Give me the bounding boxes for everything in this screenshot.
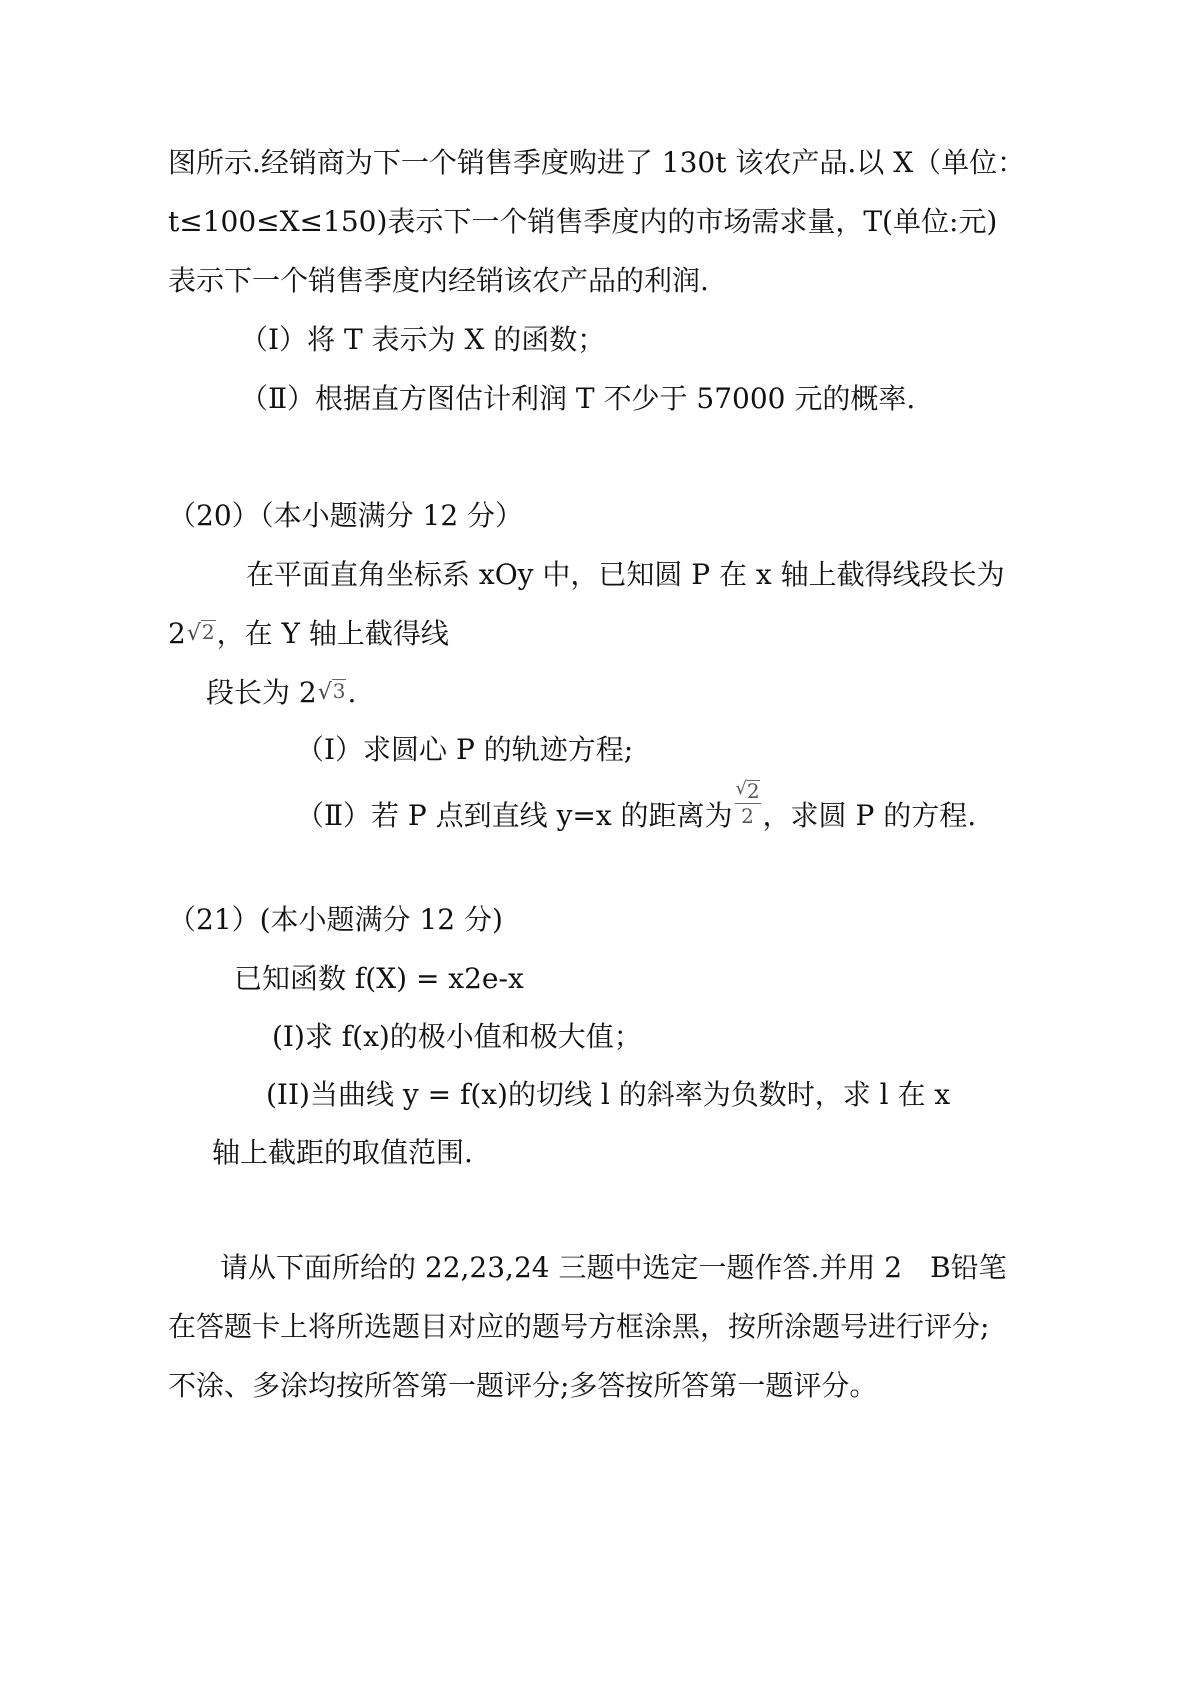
sub-question-2: (II)当曲线 y = f(x)的切线 l 的斜率为负数时，求 l 在 x bbox=[266, 1078, 951, 1111]
problem-text-line bbox=[206, 675, 356, 711]
sqrt-expression bbox=[187, 620, 216, 648]
radicand: 3 bbox=[332, 679, 346, 703]
sub-question-2: （Ⅱ）根据直方图估计利润 T 不少于 57000 元的概率. bbox=[240, 382, 916, 415]
radicand: 2 bbox=[201, 620, 215, 644]
problem-text: 段长为 2 bbox=[206, 676, 317, 709]
fraction-numerator bbox=[735, 780, 759, 803]
sub-question-1: （Ⅰ）求圆心 P 的轨迹方程; bbox=[296, 733, 634, 766]
math-text: 2 bbox=[168, 617, 186, 650]
problem-text-line: 表示下一个销售季度内经销该农产品的利润. bbox=[168, 264, 709, 297]
sub-question-1: （Ⅰ）将 T 表示为 X 的函数； bbox=[240, 323, 606, 356]
sub-question-2 bbox=[296, 778, 977, 834]
radical-sign-icon: √ bbox=[317, 680, 332, 705]
fraction bbox=[735, 780, 761, 826]
problem-text-line bbox=[168, 616, 449, 652]
problem-text: （Ⅱ）若 P 点到直线 y=x 的距离为 bbox=[296, 799, 733, 832]
radical-sign-icon: √ bbox=[186, 621, 201, 646]
function-definition: 已知函数 f(X) = x2e-x bbox=[234, 962, 524, 995]
sub-question-2-continued: 轴上截距的取值范围. bbox=[212, 1136, 473, 1169]
instruction-line: 在答题卡上将所选题目对应的题号方框涂黑，按所涂题号进行评分; bbox=[168, 1310, 990, 1343]
radicand: 2 bbox=[746, 779, 760, 803]
instruction-line: 不涂、多涂均按所答第一题评分;多答按所答第一题评分。 bbox=[168, 1369, 878, 1402]
instruction-line: 请从下面所给的 22,23,24 三题中选定一题作答.并用 2 B铅笔 bbox=[220, 1251, 1007, 1284]
radical-sign-icon: √ bbox=[735, 778, 747, 799]
problem-text-line: 图所示.经销商为下一个销售季度购进了 130t 该农产品.以 X（单位： bbox=[168, 146, 1026, 179]
question-20-header: （20）（本小题满分 12 分） bbox=[168, 499, 524, 532]
problem-text-line: t≤100≤X≤150)表示下一个销售季度内的市场需求量，T(单位:元) bbox=[168, 205, 998, 238]
problem-text-line: 在平面直角坐标系 xOy 中，已知圆 P 在 x 轴上截得线段长为 bbox=[246, 558, 1005, 591]
problem-text: . bbox=[347, 676, 357, 709]
fraction-denominator: 2 bbox=[741, 804, 754, 828]
problem-text: ，在 Y 轴上截得线 bbox=[216, 617, 449, 650]
sqrt-expression bbox=[318, 679, 347, 707]
problem-text: ，求圆 P 的方程. bbox=[762, 799, 977, 832]
question-21-header: （21）(本小题满分 12 分) bbox=[168, 903, 503, 936]
sub-question-1: (I)求 f(x)的极小值和极大值； bbox=[272, 1020, 642, 1053]
